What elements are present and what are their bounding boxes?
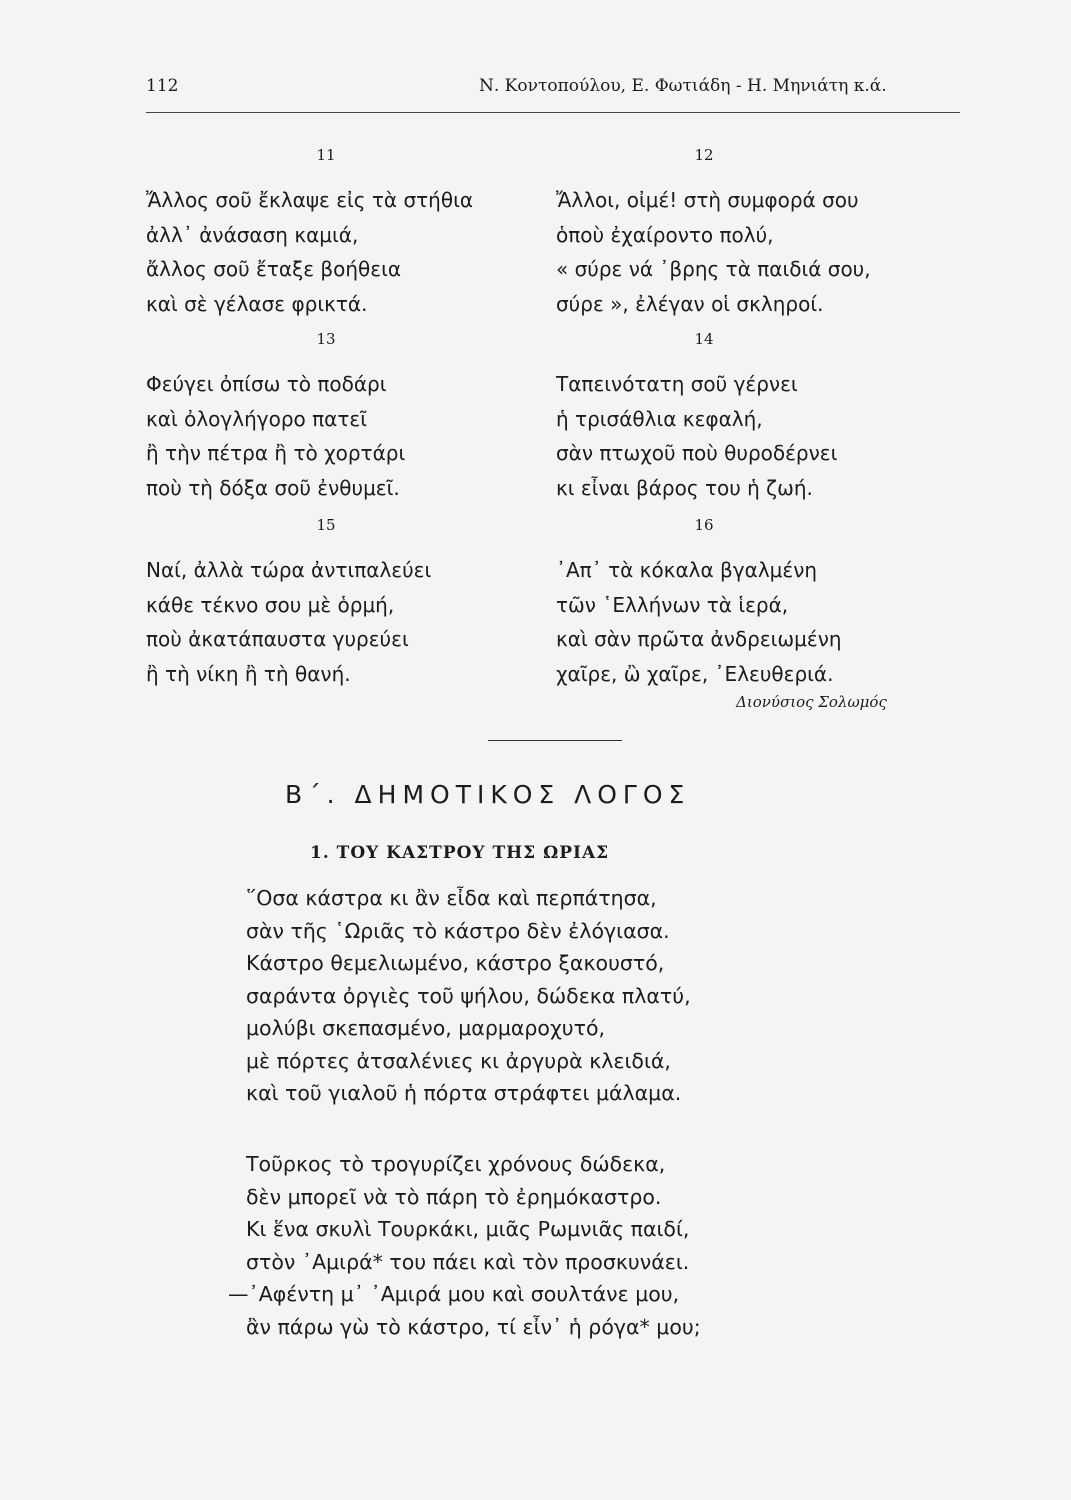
- verse-line: καὶ σὲ γέλασε φρικτά.: [146, 291, 368, 316]
- verse-line: σὰν τῆς ῾Ωριᾶς τὸ κάστρο δὲν ἐλόγιασα.: [246, 918, 670, 943]
- verse-line: μολύβι σκεπασμένο, μαρμαροχυτό,: [246, 1016, 606, 1040]
- poem-paragraph: [228, 1148, 701, 1343]
- verse-line: ᾽Απ᾽ τὰ κόκαλα βγαλμένη: [556, 558, 818, 582]
- verse-line: Κι ἕνα σκυλὶ Τουρκάκι, μιᾶς Ρωμνιᾶς παιδί,: [246, 1217, 690, 1241]
- verse-line: ἄλλος σοῦ ἔταξε βοήθεια: [146, 257, 402, 281]
- author-signature: Διονύσιος Σολωμός: [736, 693, 887, 711]
- verse-line: ἀλλ᾽ ἀνάσαση καμιά,: [146, 222, 359, 247]
- stanza: [556, 183, 871, 321]
- verse-line: Ναί, ἀλλὰ τώρα ἀντιπαλεύει: [146, 558, 432, 582]
- verse-line: τῶν ῾Ελλήνων τὰ ἱερά,: [556, 592, 789, 617]
- verse-line: χαῖρε, ὢ χαῖρε, ᾽Ελευθεριά.: [556, 661, 834, 686]
- verse-line: σὰν πτωχοῦ ποὺ θυροδέρνει: [556, 441, 838, 465]
- verse-line: ἂν πάρω γὼ τὸ κάστρο, τί εἶν᾽ ἡ ρόγα* μου;: [246, 1314, 701, 1339]
- stanza: [146, 367, 405, 505]
- verse-line: ποὺ τὴ δόξα σοῦ ἐνθυμεῖ.: [146, 475, 400, 500]
- verse-line: Φεύγει ὀπίσω τὸ ποδάρι: [146, 372, 387, 396]
- verse-line: στὸν ᾽Αμιρά* του πάει καὶ τὸν προσκυνάει.: [246, 1249, 690, 1274]
- poem-paragraph: [246, 882, 691, 1110]
- verse-line: καὶ ὀλογλήγορο πατεῖ: [146, 406, 367, 431]
- verse-line: Ἄλλοι, οἰμέ! στὴ συμφορά σου: [556, 188, 859, 212]
- stanza-number: 13: [316, 330, 336, 348]
- stanza-number: 14: [694, 330, 714, 348]
- section-divider: [488, 740, 622, 741]
- stanza-number: 16: [694, 516, 714, 534]
- verse-line: δὲν μπορεῖ νὰ τὸ πάρη τὸ ἐρημόκαστρο.: [246, 1184, 662, 1209]
- verse-line: σαράντα ὀργιὲς τοῦ ψήλου, δώδεκα πλατύ,: [246, 983, 691, 1008]
- verse-line: ποὺ ἀκατάπαυστα γυρεύει: [146, 627, 409, 651]
- verse-line: ῞Οσα κάστρα κι ἂν εἶδα καὶ περπάτησα,: [246, 886, 657, 910]
- verse-line: Τοῦρκος τὸ τρογυρίζει χρόνους δώδεκα,: [246, 1152, 666, 1176]
- verse-line: ἢ τὴν πέτρα ἢ τὸ χορτάρι: [146, 441, 406, 465]
- verse-line: ὁποὺ ἐχαίροντο πολύ,: [556, 222, 774, 247]
- verse-line: —᾽Αφέντη μ᾽ ᾽Αμιρά μου καὶ σουλτάνε μου,: [228, 1282, 680, 1306]
- song-title: 1. ΤΟΥ ΚΑΣΤΡΟΥ ΤΗΣ ΩΡΙΑΣ: [310, 843, 610, 863]
- stanza-number: 11: [316, 146, 336, 164]
- section-title: Β΄. ΔΗΜΟΤΙΚΟΣ ΛΟΓΟΣ: [285, 780, 691, 809]
- stanza-number: 15: [316, 516, 336, 534]
- verse-line: κι εἶναι βάρος του ἡ ζωή.: [556, 475, 813, 500]
- verse-line: Κάστρο θεμελιωμένο, κάστρο ξακουστό,: [246, 951, 665, 975]
- verse-line: καὶ σὰν πρῶτα ἀνδρειωμένη: [556, 627, 842, 651]
- stanza-number: 12: [694, 146, 714, 164]
- verse-line: μὲ πόρτες ἀτσαλένιες κι ἀργυρὰ κλειδιά,: [246, 1048, 671, 1073]
- stanza: [146, 183, 473, 321]
- verse-line: κάθε τέκνο σου μὲ ὁρμή,: [146, 592, 395, 617]
- verse-line: ἡ τρισάθλια κεφαλή,: [556, 406, 763, 431]
- verse-line: Ταπεινότατη σοῦ γέρνει: [556, 372, 798, 396]
- verse-line: καὶ τοῦ γιαλοῦ ἡ πόρτα στράφτει μάλαμα.: [246, 1081, 682, 1105]
- running-title: Ν. Κοντοπούλου, Ε. Φωτιάδη - Η. Μηνιάτη κ.ά.: [479, 76, 887, 96]
- verse-line: « σύρε νά ᾽βρης τὰ παιδιά σου,: [556, 257, 871, 281]
- stanza: [556, 367, 837, 505]
- page-number: 112: [146, 76, 179, 96]
- verse-line: σύρε », ἐλέγαν οἱ σκληροί.: [556, 291, 824, 316]
- verse-line: ἢ τὴ νίκη ἢ τὴ θανή.: [146, 661, 351, 686]
- header-rule: [146, 112, 960, 113]
- stanza: [556, 553, 842, 691]
- verse-line: Ἄλλος σοῦ ἔκλαψε εἰς τὰ στήθια: [146, 188, 474, 212]
- stanza: [146, 553, 431, 691]
